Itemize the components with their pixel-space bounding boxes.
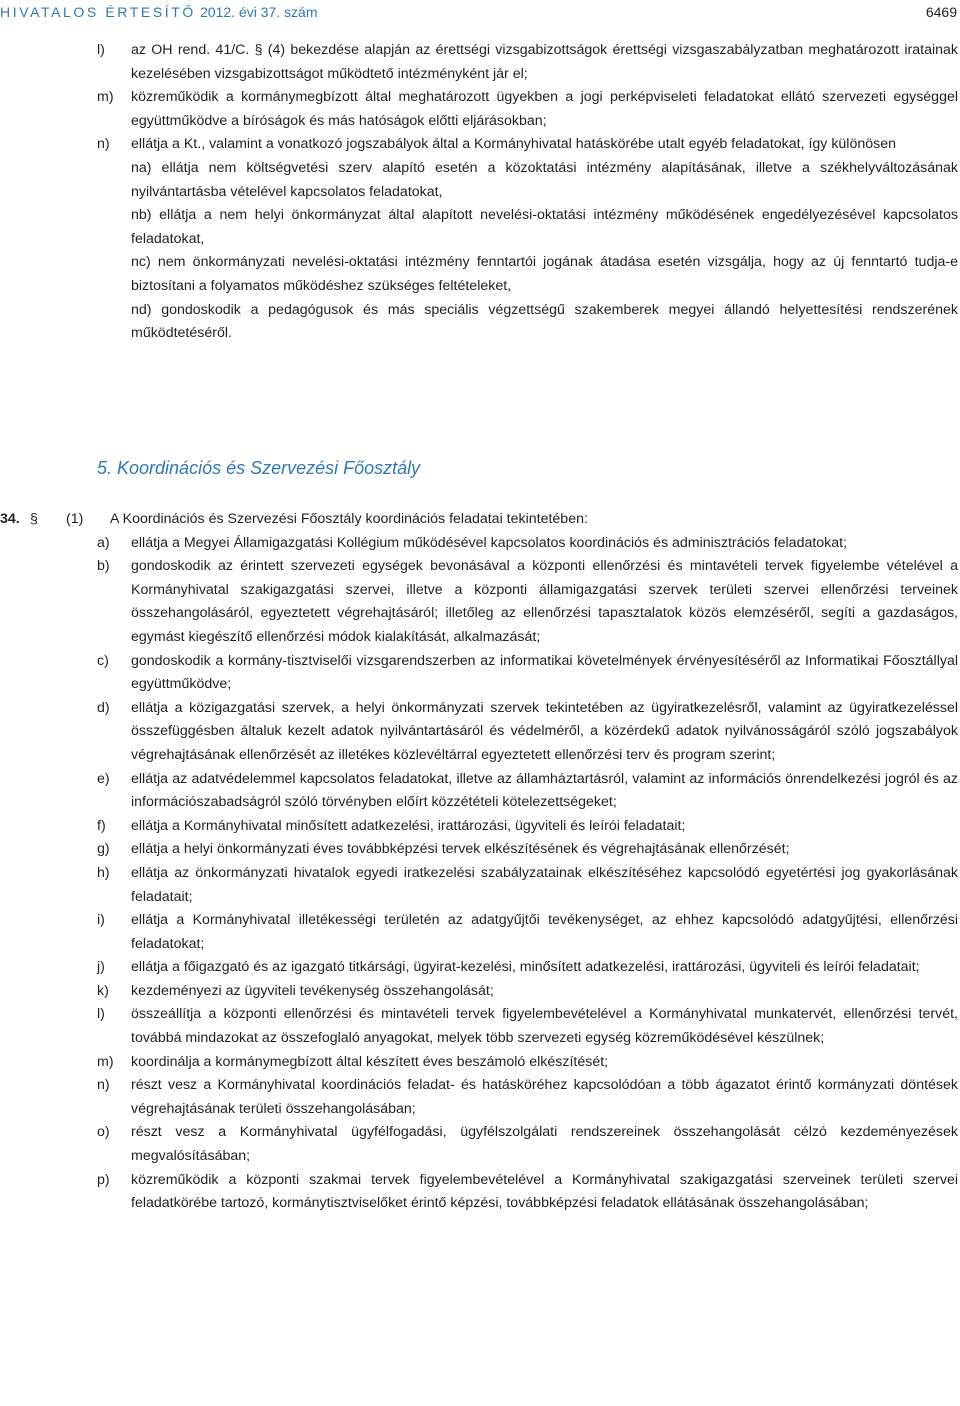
item-text: gondoskodik az érintett szervezeti egységek bevonásával a központi ellenőrzési és mintavételi tervek figyelembe vételével a Kormányhivatal szakigazgatási szervei, illetve a központi államigazgatási szervek területi szervei ellenőrzési terveinek összehangolásáról, egyeztetett végrehajtásáról; illetőleg az ellenőrzési tapasztalatok közös elemzéséről, segíti a gazdaságos, egymást kiegészítő ellenőrzési módok kialakítását, alkalmazását; xyxy=(131,558,958,645)
item-text: ellátja a közigazgatási szervek, a helyi önkormányzati szervek tekintetében az ügyiratkezelésről, valamint az ügyiratkezeléssel összefüggésben általuk kezelt adatok nyilvántartásáról és védelméről, a közérdekű adatok nyilvánosságáról szóló jogszabályok végrehajtásának ellenőrzését az illetékes közlevéltárral egyeztetett ellenőrzési terv és program szerint; xyxy=(131,699,958,763)
item-label: n) xyxy=(97,1077,110,1094)
page-header xyxy=(0,0,960,24)
item-text: közreműködik a központi szakmai tervek figyelembevételével a Kormányhivatal szakigazgatási szerveinek területi szervei feladatkörébe tartozó, kormánytisztviselőket érintő képzési, továbbképzési feladatok ellátásának összehangolásában; xyxy=(131,1171,958,1212)
list-item xyxy=(0,555,958,649)
list-item xyxy=(0,532,958,556)
item-text: koordinálja a kormánymegbízott által készített éves beszámoló elkészítését; xyxy=(131,1053,609,1070)
item-label: e) xyxy=(97,770,110,787)
item-text: ellátja a Kormányhivatal minősített adatkezelési, irattározási, ügyviteli és leírói feladatait; xyxy=(131,817,686,834)
item-text: ellátja a helyi önkormányzati éves továbbképzési tervek elkészítésének és végrehajtásának ellenőrzését; xyxy=(131,841,790,858)
item-text: ellátja a főigazgató és az igazgató titkársági, ügyirat-kezelési, minősített adatkezelési, irattározási, ügyviteli és leírói feladatait; xyxy=(131,959,920,976)
sub-item: nc) nem önkormányzati nevelési-oktatási intézmény fenntartói jogának átadása esetén vizsgálja, hogy az új fenntartó tudja-e biztosítani a folyamatos működéshez szükséges feltételeket, xyxy=(131,254,958,294)
item-label: d) xyxy=(97,699,110,716)
paragraph-sign: § xyxy=(30,511,38,527)
list-item xyxy=(0,650,958,697)
item-label: i) xyxy=(97,912,105,929)
section-number: 34. xyxy=(0,511,20,527)
item-text: ellátja az önkormányzati hivatalok egyedi iratkezelési szabályzatainak elkészítéséhez kapcsolódó egyetértési jog gyakorlásának feladatait; xyxy=(131,864,958,905)
item-text: ellátja az adatvédelemmel kapcsolatos feladatokat, illetve az államháztartásról, valamint az információs önrendelkezési jogról és az információszabadságról szóló törvényben előírt közzétételi kötelezettségeket; xyxy=(131,770,958,811)
sub-item: nd) gondoskodik a pedagógusok és más speciális végzettségű szakemberek megyei állandó helyettesítési rendszerének működtetéséről. xyxy=(131,301,958,342)
item-text: gondoskodik a kormány-tisztviselői vizsgarendszerben az informatikai követelmények érvényesítéséről az Informatikai Főosztállyal együttműködve; xyxy=(131,652,958,693)
item-label: m) xyxy=(97,1053,114,1070)
list-item xyxy=(0,1074,958,1121)
list-item xyxy=(0,1051,958,1075)
item-text: kezdeményezi az ügyviteli tevékenység összehangolását; xyxy=(131,982,494,999)
list-item xyxy=(0,909,958,956)
item-label: n) xyxy=(97,136,110,153)
item-label: p) xyxy=(97,1171,110,1188)
list-item xyxy=(0,133,958,157)
list-item xyxy=(0,768,958,815)
list-item xyxy=(0,838,958,862)
list-item xyxy=(0,1003,958,1050)
list-item xyxy=(0,697,958,768)
item-text: ellátja a Kt., valamint a vonatkozó jogszabályok által a Kormányhivatal hatáskörébe utalt egyéb feladatokat, így különösen xyxy=(131,136,897,153)
item-label: g) xyxy=(97,841,110,858)
list-item xyxy=(0,39,958,86)
item-label: f) xyxy=(97,817,106,834)
item-label: b) xyxy=(97,558,110,575)
sub-item: na) ellátja nem költségvetési szerv alapító esetén a közoktatási intézmény alapításának, illetve a székhelyváltozásának nyilvántartásba vételével kapcsolatos feladatokat, xyxy=(131,159,958,200)
section-34 xyxy=(0,508,958,1216)
item-label: o) xyxy=(97,1124,110,1141)
top-items-list xyxy=(0,39,958,346)
list-item xyxy=(0,956,958,980)
item-label: a) xyxy=(97,534,110,551)
item-text: az OH rend. 41/C. § (4) bekezdése alapján az érettségi vizsgabizottságok érettségi vizsgaszabályzatban meghatározott iratainak kezelésében vizsgabizottságot működtető intézményként jár el; xyxy=(131,42,958,82)
sub-item: nb) ellátja a nem helyi önkormányzat által alapított nevelési-oktatási intézmény működésének engedélyezésével kapcsolatos feladatokat, xyxy=(131,207,958,247)
section-heading: 5. Koordinációs és Szervezési Főosztály xyxy=(97,458,421,478)
page-number: 6469 xyxy=(925,4,957,20)
item-label: h) xyxy=(97,864,110,881)
list-item xyxy=(0,862,958,909)
journal-title: HIVATALOS ÉRTESÍTŐ xyxy=(0,4,196,20)
item-text: összeállítja a központi ellenőrzési és mintavételi tervek figyelembevételével a Kormányhivatal munkatervét, ellenőrzési tervét, továbbá mindazokat az összefoglaló anyagokat, melyek több szervezeti egység közreműködésével készülnek; xyxy=(131,1006,958,1047)
subparagraph-number: (1) xyxy=(66,511,84,527)
list-item xyxy=(0,815,958,839)
item-text: ellátja a Kormányhivatal illetékességi területén az adatgyűjtői tevékenységet, az ehhez kapcsolódó adatgyűjtési, ellenőrzési feladatokat; xyxy=(131,912,958,952)
item-label: j) xyxy=(97,959,105,976)
item-text: részt vesz a Kormányhivatal ügyfélfogadási, ügyfélszolgálati rendszereinek összehangolását célzó kezdeményezések megvalósításában; xyxy=(131,1124,958,1165)
item-text: közreműködik a kormánymegbízott által meghatározott ügyekben a jogi perképviseleti feladatokat ellátó szervezeti egységgel együttműködve a bíróságok és más hatóságok előtti eljárásokban; xyxy=(131,89,958,129)
list-item xyxy=(0,1169,958,1216)
list-item xyxy=(0,86,958,133)
item-label: l) xyxy=(97,42,105,58)
issue-label: 2012. évi 37. szám xyxy=(200,4,318,20)
section-intro xyxy=(0,508,958,532)
item-label: m) xyxy=(97,89,114,106)
item-label: k) xyxy=(97,982,109,999)
item-label: c) xyxy=(97,652,109,669)
item-text: részt vesz a Kormányhivatal koordinációs feladat- és hatásköréhez kapcsolódóan a több ágazatot érintő kormányzati döntések végrehajtásának területi összehangolásában; xyxy=(131,1077,958,1117)
section-intro-text: A Koordinációs és Szervezési Főosztály koordinációs feladatai tekintetében: xyxy=(110,511,588,527)
item-text: ellátja a Megyei Államigazgatási Kollégium működésével kapcsolatos koordinációs és adminisztrációs feladatokat; xyxy=(131,534,848,551)
item-label: l) xyxy=(97,1006,105,1023)
list-item xyxy=(0,980,958,1004)
list-item xyxy=(0,1121,958,1168)
